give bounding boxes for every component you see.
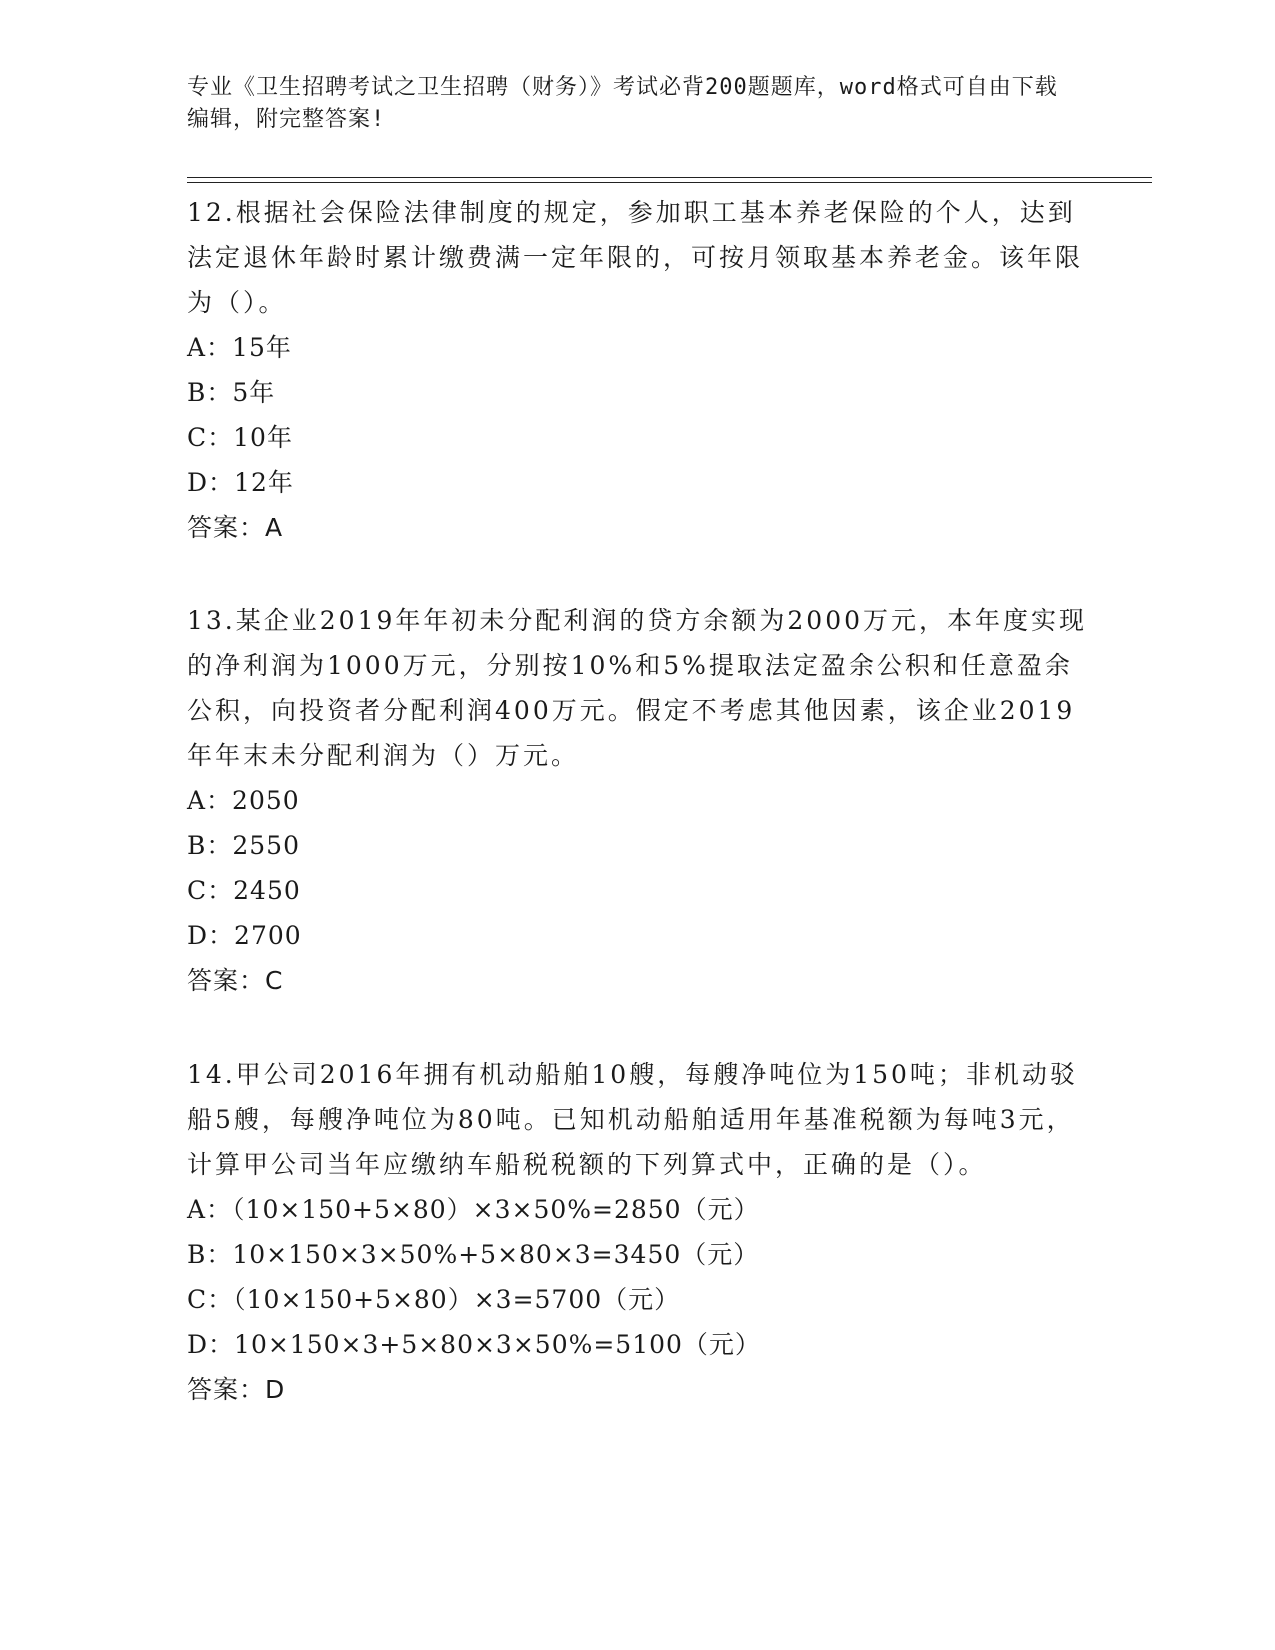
option-a: A：（10×150+5×80）×3×50%=2850（元） (187, 1195, 760, 1224)
question-14 (187, 1052, 1087, 1412)
option-c: C：2450 (187, 876, 301, 905)
option-c: C：10年 (187, 423, 293, 452)
option-b: B：10×150×3×50%+5×80×3=3450（元） (187, 1240, 760, 1269)
question-stem: 13.某企业2019年年初未分配利润的贷方余额为2000万元，本年度实现的净利润为1000万元，分别按10%和5%提取法定盈余公积和任意盈余公积，向投资者分配利润400万元。假定不考虑其他因素，该企业2019年年末未分配利润为（）万元。 (187, 606, 1088, 770)
answer-line: 答案：C (187, 966, 284, 995)
question-stem: 12.根据社会保险法律制度的规定，参加职工基本养老保险的个人，达到法定退休年龄时累计缴费满一定年限的，可按月领取基本养老金。该年限为（）。 (187, 198, 1084, 317)
answer-line: 答案：A (187, 513, 284, 542)
question-12 (187, 190, 1087, 550)
option-a: A：2050 (187, 786, 300, 815)
document-header: 专业《卫生招聘考试之卫生招聘（财务）》考试必背200题题库，word格式可自由下载编辑，附完整答案! (187, 75, 1058, 132)
option-d: D：2700 (187, 921, 302, 950)
header-divider-top (187, 177, 1152, 178)
question-stem: 14.甲公司2016年拥有机动船舶10艘，每艘净吨位为150吨；非机动驳船5艘，每艘净吨位为80吨。已知机动船舶适用年基准税额为每吨3元，计算甲公司当年应缴纳车船税税额的下列算式中，正确的是（）。 (187, 1060, 1078, 1179)
option-b: B：2550 (187, 831, 300, 860)
option-a: A：15年 (187, 333, 292, 362)
option-b: B：5年 (187, 378, 276, 407)
header-divider-bottom (187, 182, 1152, 183)
option-d: D：10×150×3+5×80×3×50%=5100（元） (187, 1330, 761, 1359)
question-13 (187, 598, 1087, 1003)
option-d: D：12年 (187, 468, 294, 497)
answer-line: 答案：D (187, 1375, 286, 1404)
option-c: C：（10×150+5×80）×3=5700（元） (187, 1285, 681, 1314)
